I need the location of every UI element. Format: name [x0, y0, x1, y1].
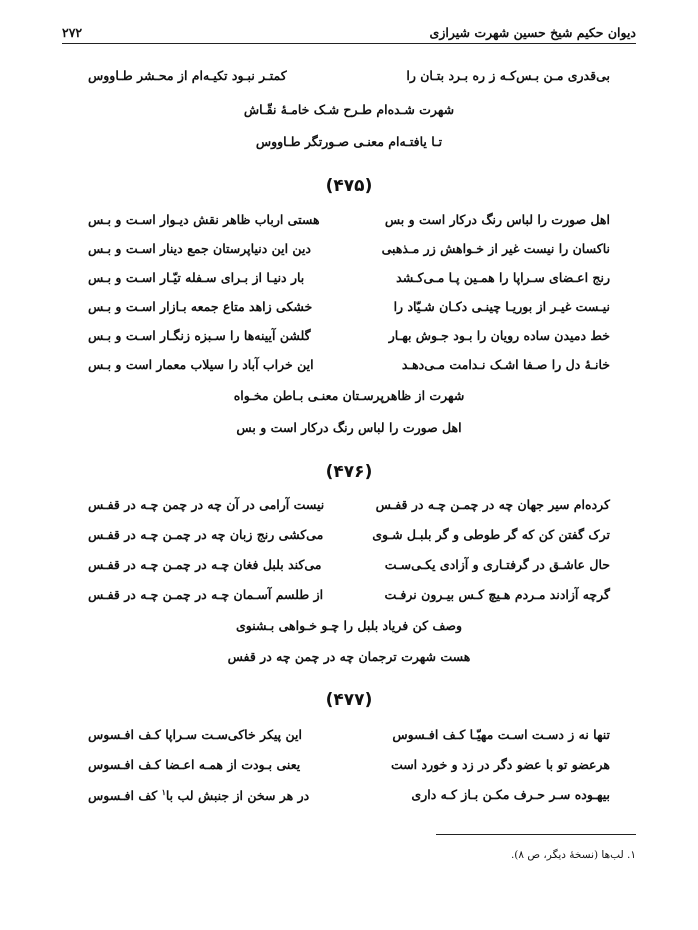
- hemistich-first: خط دمیدن ساده رویان را بـود جـوش بهـار: [388, 328, 610, 343]
- hemistich-first: تنها نه ز دسـت اسـت مهیّـا کـف افـسوس: [392, 727, 610, 742]
- hemistich-second: می‌کند بلبل فغان چـه در چمـن چـه در قفـس: [88, 557, 322, 572]
- couplet: [88, 270, 610, 285]
- poem-number: (۴۷۷): [325, 690, 373, 710]
- closing-line: وصف کن فریاد بلبل را چـو خـواهی بـشنوی: [235, 618, 463, 633]
- hemistich-first: بیهـوده سـر حـرف مکـن بـاز کـه داری: [411, 787, 610, 802]
- hemistich-second: هستی ارباب ظاهر نقش دیـوار اسـت و بـس: [88, 212, 320, 227]
- hemistich-second: کمتـر نبـود تکیـه‌ام از محـشر طـاووس: [88, 68, 287, 83]
- footnote-marker: ۱: [161, 787, 166, 797]
- hemistich-second: بار دنیـا از بـرای سـفله تیّـار اسـت و بـس: [88, 270, 305, 285]
- hemistich-first: ترک گفتن کن که گر طوطی و گر بلبـل شـوی: [372, 527, 610, 542]
- hemistich-second: این پیکر خاکی‌سـت سـراپا کـف افـسوس: [88, 727, 302, 742]
- hemistich-first: بی‌قدری مـن بـس‌کـه ز ره بـرد بتـان را: [406, 68, 610, 83]
- hemistich-first: اهل صورت را لباس رنگ درکار است و بس: [384, 212, 610, 227]
- hemistich-first: ناکسان را نیست غیر از خـواهش زر مـذهبی: [381, 241, 610, 256]
- couplet: [88, 241, 610, 256]
- poem-number: (۴۷۶): [325, 462, 373, 482]
- closing-line: شهرت شـده‌ام طـرح شـک خامـهٔ نقّـاش: [243, 102, 455, 117]
- page-number: ۲۷۲: [62, 25, 83, 40]
- hemistich-second: دین این دنیاپرستان جمع دینار اسـت و بـس: [88, 241, 311, 256]
- running-header: [62, 18, 636, 40]
- closing-line: شهرت از ظاهرپرسـتان معنـی بـاطن مخـواه: [233, 388, 465, 403]
- couplet: [88, 557, 610, 572]
- hemistich-second: [88, 787, 349, 803]
- hemistich-second: می‌کشی رنج زبان چه در چمـن چـه در قفـس: [88, 527, 324, 542]
- hemistich-second: یعنی بـودت از همـه اعـضا کـف افـسوس: [88, 757, 301, 772]
- hemistich-first: گرچه آزادند مـردم هـیچ کـس بیـرون نرفـت: [384, 587, 610, 602]
- closing-line: تـا یافتـه‌ام معنـی صـورتگر طـاووس: [255, 134, 443, 149]
- hemistich-first: هرعضو تو با عضو دگر در زد و خورد است: [390, 757, 610, 772]
- couplet: [88, 328, 610, 343]
- hemistich-second: نیست آرامی در آن چه در چمن چـه در قفـس: [88, 497, 325, 512]
- closing-line: اهل صورت را لباس رنگ درکار است و بس: [236, 420, 462, 435]
- couplet: [88, 757, 610, 772]
- hemistich-first: نیـست غیـر از بوریـا چینـی دکـان شـیّاد را: [393, 299, 610, 314]
- hemistich-first: رنج اعـضای سـراپا را همـین پـا مـی‌کـشد: [396, 270, 610, 285]
- hemistich-second: این خراب آباد را سیلاب معمار است و بـس: [88, 357, 314, 372]
- header-title: دیوان حکیم شیخ حسین شهرت شیرازی: [429, 25, 636, 40]
- hemistich-second: گلشن آیینه‌ها را سـبزه زنگـار اسـت و بـس: [88, 328, 311, 343]
- couplet: [88, 299, 610, 314]
- footnote-rule: [436, 834, 636, 835]
- closing-line: هست شهرت ترجمان چه در چمن چه در قفس: [227, 649, 471, 664]
- hemistich-first: کرده‌ام سیر جهان چه در چمـن چـه در قفـس: [375, 497, 610, 512]
- couplet: [88, 497, 610, 512]
- hemistich-second: از طلسم آسـمان چـه در چمـن چـه در قفـس: [88, 587, 324, 602]
- couplet: [88, 727, 610, 742]
- hemistich-text-end: کف افـسوس: [88, 788, 162, 804]
- hemistich-first: حال عاشـق در گرفتـاری و آزادی یکـی‌سـت: [384, 557, 610, 572]
- couplet: [88, 527, 610, 542]
- hemistich-first: خانـهٔ دل را صـفا اشـک نـدامت مـی‌دهـد: [401, 357, 610, 372]
- hemistich-second: خشکی زاهد متاع جمعه بـازار اسـت و بـس: [88, 299, 313, 314]
- couplet: [88, 212, 610, 227]
- hemistich-text: در هر سخن از جنبش لب با: [165, 788, 310, 804]
- couplet: [88, 357, 610, 372]
- poem-number: (۴۷۵): [325, 176, 373, 196]
- intro-couplet: [88, 68, 610, 83]
- header-rule: [62, 43, 636, 44]
- couplet: [88, 787, 610, 803]
- footnote: ۱. لب‌ها (نسخهٔ دیگر، ص ۸).: [510, 849, 636, 861]
- couplet: [88, 587, 610, 602]
